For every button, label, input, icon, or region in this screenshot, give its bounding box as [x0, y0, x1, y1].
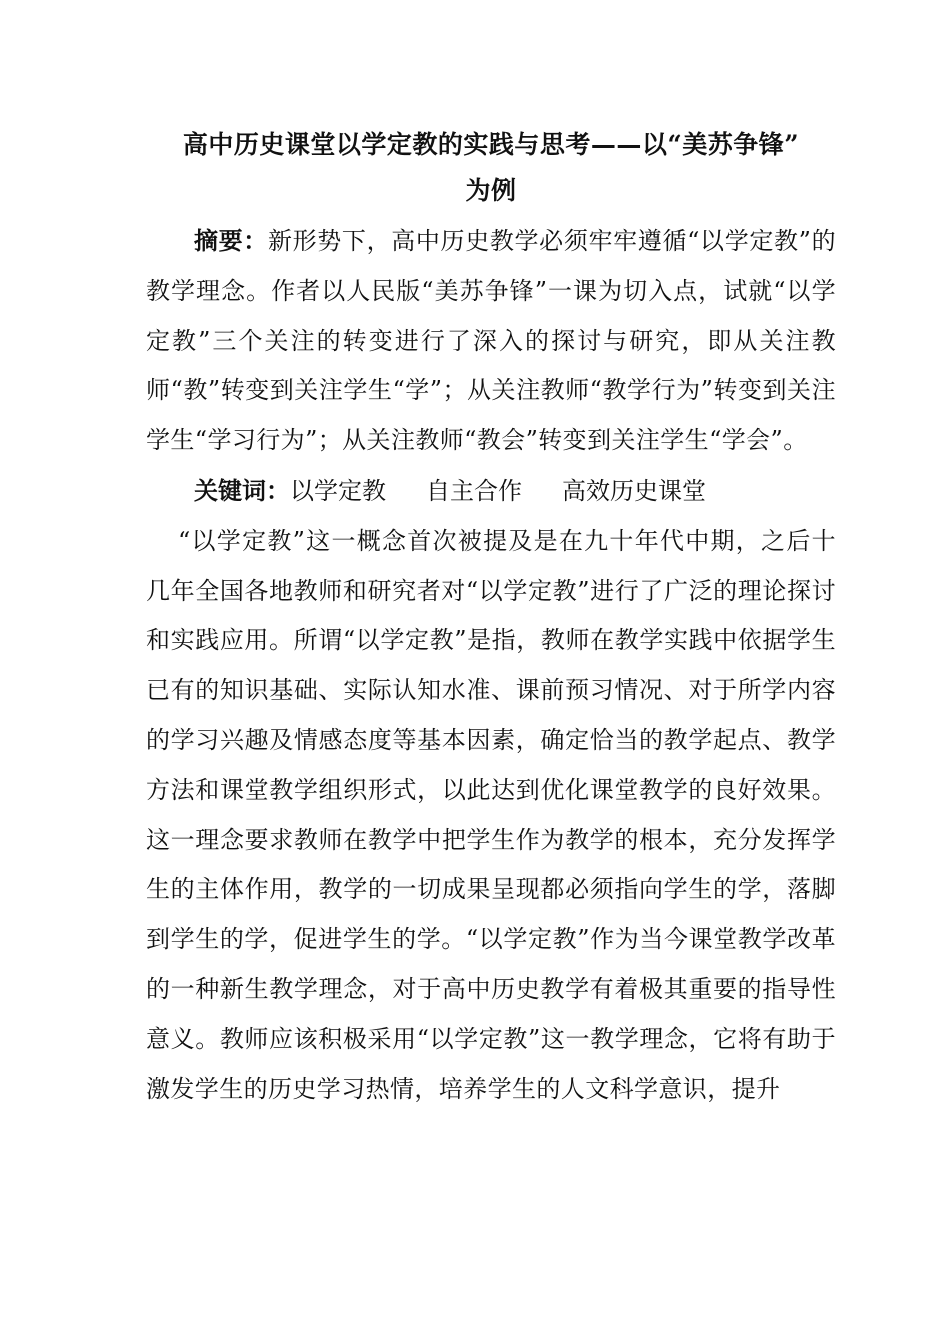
keywords-line — [146, 466, 836, 517]
keyword-item: 以学定教 — [290, 476, 386, 505]
document-title — [146, 122, 836, 214]
abstract-label: 摘要： — [194, 226, 268, 255]
title-line-1: 高中历史课堂以学定教的实践与思考——以“美苏争锋” — [182, 130, 800, 159]
title-line-2: 为例 — [465, 176, 517, 205]
keyword-item: 自主合作 — [426, 476, 522, 505]
abstract-text: 新形势下，高中历史教学必须牢牢遵循“以学定教”的教学理念。作者以人民版“美苏争锋”一课为切入点，试就“以学定教”三个关注的转变进行了深入的探讨与研究，即从关注教师“教”转变到关注学生“学”；从关注教师“教学行为”转变到关注学生“学习行为”；从关注教师“教会”转变到关注学生“学会”。 — [146, 227, 836, 455]
keywords-label: 关键词： — [194, 475, 290, 505]
document-page — [146, 122, 836, 1114]
body-paragraph: “以学定教”这一概念首次被提及是在九十年代中期，之后十几年全国各地教师和研究者对“以学定教”进行了广泛的理论探讨和实践应用。所谓“以学定教”是指，教师在教学实践中依据学生已有的知识基础、实际认知水准、课前预习情况、对于所学内容的学习兴趣及情感态度等基本因素，确定恰当的教学起点、教学方法和课堂教学组织形式，以此达到优化课堂教学的良好效果。这一理念要求教师在教学中把学生作为教学的根本，充分发挥学生的主体作用，教学的一切成果呈现都必须指向学生的学，落脚到学生的学，促进学生的学。“以学定教”作为当今课堂教学改革的一种新生教学理念，对于高中历史教学有着极其重要的指导性意义。教师应该积极采用“以学定教”这一教学理念，它将有助于激发学生的历史学习热情，培养学生的人文科学意识，提升 — [146, 526, 836, 1103]
abstract-paragraph — [146, 216, 836, 466]
keyword-item: 高效历史课堂 — [562, 476, 706, 505]
